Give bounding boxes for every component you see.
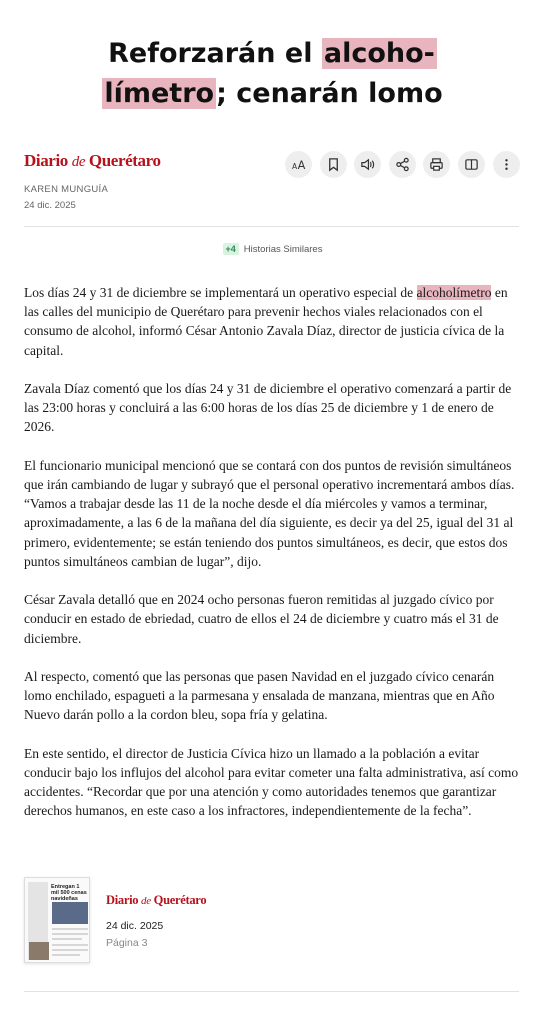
paragraph-6: En este sentido, el director de Justicia Cívica hizo un llamado a la población a evitar conducir bajo los influjos del alcohol para evitar cometer una falta administrativa, así como accidentes. “Recordar que por una atención y como autoridades tenemos que garantizar derechos humanos, en este caso a los infractores, independientemente de la fecha”. bbox=[24, 745, 519, 819]
svg-text:A: A bbox=[297, 159, 306, 172]
print-icon bbox=[429, 157, 444, 172]
header-divider bbox=[24, 226, 519, 227]
paragraph-2: Zavala Díaz comentó que los días 24 y 31 de diciembre el operativo comenzará a partir de las 23:00 horas y concluirá a las 6:00 horas de los días 25 de diciembre y 1 de enero de 2026. bbox=[24, 381, 512, 435]
speaker-icon bbox=[360, 157, 375, 172]
more-vertical-icon bbox=[499, 157, 514, 172]
article-body bbox=[24, 283, 521, 840]
more-options-button[interactable] bbox=[493, 151, 520, 178]
share-icon bbox=[395, 157, 410, 172]
paragraph-4: César Zavala detalló que en 2024 ocho personas fueron remitidas al juzgado cívico por conducir en estado de ebriedad, cuatro de ellos el 24 de diciembre y cuatro más el 31 de diciembre. bbox=[24, 592, 499, 646]
search-term-highlight: alcoholímetro bbox=[416, 285, 492, 300]
footer-divider bbox=[24, 991, 519, 992]
reader-view-button[interactable] bbox=[458, 151, 485, 178]
article-date: 24 dic. 2025 bbox=[24, 200, 76, 211]
headline-text-2: ; cenarán lomo bbox=[216, 78, 443, 109]
source-date: 24 dic. 2025 bbox=[106, 920, 164, 932]
article-headline bbox=[0, 34, 545, 114]
article-author[interactable]: KAREN MUNGUÍA bbox=[24, 184, 109, 195]
similar-stories-link[interactable] bbox=[0, 243, 545, 255]
thumb-headline: Entregan 1 mil 500 cenas navideñas bbox=[51, 884, 87, 902]
article-toolbar bbox=[285, 151, 527, 178]
text-size-button[interactable] bbox=[285, 151, 312, 178]
text-size-icon bbox=[291, 157, 306, 172]
share-button[interactable] bbox=[389, 151, 416, 178]
headline-highlight-2: límetro bbox=[104, 78, 215, 109]
source-publication-logo[interactable]: Diario de Querétaro bbox=[106, 893, 207, 907]
bookmark-icon bbox=[326, 157, 341, 172]
newspaper-page-thumbnail[interactable] bbox=[24, 877, 90, 963]
similar-count-badge: +4 bbox=[223, 243, 239, 255]
bookmark-button[interactable] bbox=[320, 151, 347, 178]
publication-logo[interactable]: Diario de Querétaro bbox=[24, 151, 161, 170]
paragraph-3: El funcionario municipal mencionó que se contará con dos puntos de revisión simultáneos que irán cambiando de lugar y subrayó que el personal operativo incrementará ambos días. “Vamos a trabajar desde las 11 de la noche desde el día miércoles y vamos a terminar, aproximadamente, a las 6 de la mañana del día siguiente, es decir ya del 25, igual del 31 al primero, evidentemente; se están teniendo dos puntos simultáneos, es decir, que estos dos puntos simultáneos cambian de lugar”, dijo. bbox=[24, 457, 515, 569]
listen-button[interactable] bbox=[354, 151, 381, 178]
headline-text-1: Reforzarán el bbox=[108, 38, 322, 69]
svg-text:A: A bbox=[291, 162, 298, 172]
columns-icon bbox=[464, 157, 479, 172]
headline-highlight-1: alcoho- bbox=[323, 38, 435, 69]
print-button[interactable] bbox=[423, 151, 450, 178]
paragraph-5: Al respecto, comentó que las personas que pasen Navidad en el juzgado cívico cenarán lomo enchilado, espagueti a la parmesana y ensalada de manzana, mientras que en Año Nuevo darán pollo a la cordon bleu, sopa fría y gelatina. bbox=[24, 669, 495, 723]
source-page: Página 3 bbox=[106, 937, 148, 949]
paragraph-1: Los días 24 y 31 de diciembre se implementará un operativo especial de alcoholímetro en las calles del municipio de Querétaro para prevenir hechos viales relacionados con el consumo de alcohol, informó César Antonio Zavala Díaz, director de justicia cívica de la capital. bbox=[24, 285, 508, 358]
similar-stories-label: Historias Similares bbox=[243, 243, 323, 255]
source-edition bbox=[24, 877, 206, 963]
